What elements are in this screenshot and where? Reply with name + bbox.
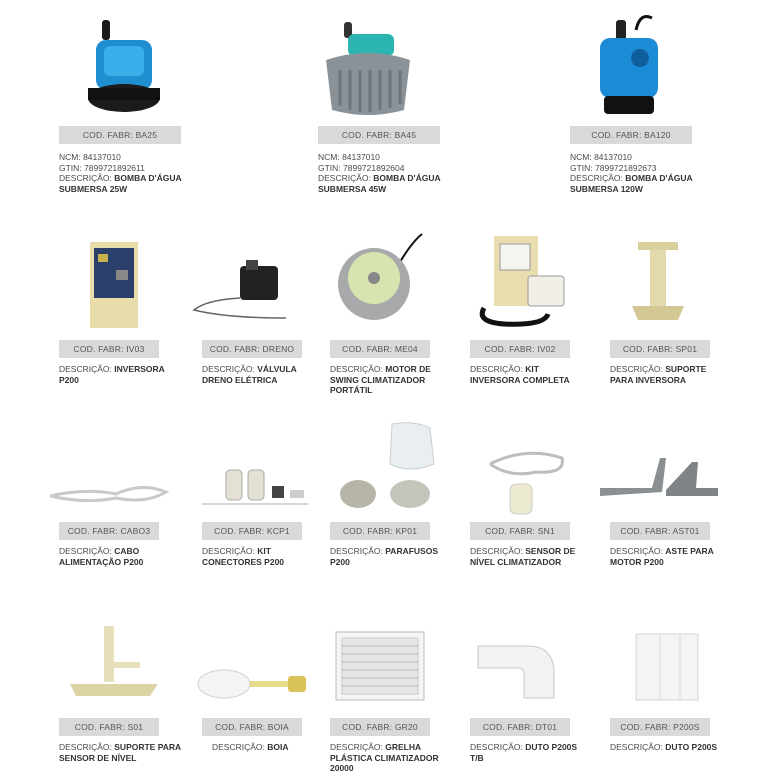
pump-icon [590, 10, 670, 118]
desc-label: DESCRIÇÃO: [330, 742, 386, 752]
product-meta [470, 364, 590, 385]
product-meta [610, 364, 730, 385]
product-code: COD. FABR: DT01 [470, 718, 570, 736]
desc-text: VÁLVULA DRENO ELÉTRICA [202, 364, 297, 385]
desc-text: SUPORTE PARA SENSOR DE NÍVEL [59, 742, 181, 763]
desc-label: DESCRIÇÃO: [470, 742, 526, 752]
product-meta [470, 742, 580, 763]
product-meta [318, 152, 478, 194]
product-meta [59, 364, 179, 385]
desc-label: DESCRIÇÃO: [202, 546, 258, 556]
desc-text: SENSOR DE NÍVEL CLIMATIZADOR [470, 546, 576, 567]
desc-text: GRELHA PLÁSTICA CLIMATIZADOR 20000 [330, 742, 439, 773]
desc-text: CABO ALIMENTAÇÃO P200 [59, 546, 144, 567]
product-code: COD. FABR: ME04 [330, 340, 430, 358]
product-meta [202, 364, 312, 385]
desc-text: MOTOR DE SWING CLIMATIZADOR PORTÁTIL [330, 364, 431, 395]
product-code: COD. FABR: BOIA [202, 718, 302, 736]
desc-label: DESCRIÇÃO: [610, 364, 666, 374]
gtin-text: GTIN: 7899721892604 [318, 162, 405, 173]
bracket-icon [596, 452, 722, 502]
product-code: COD. FABR: SP01 [610, 340, 710, 358]
connectors-icon [200, 464, 310, 508]
desc-label: DESCRIÇÃO: [59, 546, 115, 556]
duct-icon [474, 640, 566, 702]
support-icon [628, 240, 688, 324]
desc-text: BOMBA D'ÁGUA SUBMERSA 45W [318, 173, 441, 194]
ncm-text: NCM: 84137010 [59, 152, 121, 162]
product-meta [470, 546, 594, 567]
desc-label: DESCRIÇÃO: [610, 742, 666, 752]
grille-icon [334, 630, 426, 702]
cable-icon [46, 476, 172, 510]
product-code: COD. FABR: CABO3 [59, 522, 159, 540]
desc-label: DESCRIÇÃO: [318, 173, 374, 183]
desc-label: DESCRIÇÃO: [610, 546, 666, 556]
desc-label: DESCRIÇÃO: [202, 364, 258, 374]
product-meta [59, 546, 167, 567]
product-code: COD. FABR: BA45 [318, 126, 440, 144]
desc-label: DESCRIÇÃO: [59, 364, 115, 374]
product-code: COD. FABR: IV03 [59, 340, 159, 358]
desc-text: BOMBA D'ÁGUA SUBMERSA 25W [59, 173, 182, 194]
desc-text: BOMBA D'ÁGUA SUBMERSA 120W [570, 173, 693, 194]
screws-icon [334, 420, 442, 516]
gtin-text: GTIN: 7899721892611 [59, 162, 145, 173]
desc-label: DESCRIÇÃO: [59, 742, 115, 752]
desc-label: DESCRIÇÃO: [330, 364, 386, 374]
pump-icon [318, 20, 418, 120]
desc-label: DESCRIÇÃO: [212, 742, 268, 752]
product-code: COD. FABR: IV02 [470, 340, 570, 358]
product-code: COD. FABR: P200S [610, 718, 710, 736]
product-meta [570, 152, 730, 194]
product-code: COD. FABR: BA120 [570, 126, 692, 144]
product-meta [330, 546, 458, 567]
product-meta [610, 742, 730, 753]
pump-icon [82, 18, 168, 118]
desc-text: SUPORTE PARA INVERSORA [610, 364, 707, 385]
desc-label: DESCRIÇÃO: [330, 546, 386, 556]
desc-text: KIT CONECTORES P200 [202, 546, 285, 567]
sensor-support-icon [64, 622, 164, 702]
product-meta [330, 742, 458, 774]
product-meta [330, 364, 458, 396]
inverter-board-icon [88, 240, 140, 330]
product-meta [59, 742, 183, 763]
desc-label: DESCRIÇÃO: [470, 546, 526, 556]
desc-text: ASTE PARA MOTOR P200 [610, 546, 714, 567]
product-code: COD. FABR: S01 [59, 718, 159, 736]
product-code: COD. FABR: KCP1 [202, 522, 302, 540]
duct-panel-icon [630, 630, 704, 704]
product-meta [202, 546, 312, 567]
product-code: COD. FABR: DRENO [202, 340, 302, 358]
gtin-text: GTIN: 7899721892673 [570, 162, 657, 173]
float-icon [196, 664, 312, 704]
desc-text: BOIA [267, 742, 289, 752]
product-code: COD. FABR: BA25 [59, 126, 181, 144]
product-code: COD. FABR: KP01 [330, 522, 430, 540]
desc-text: KIT INVERSORA COMPLETA [470, 364, 570, 385]
motor-icon [330, 232, 430, 324]
desc-text: INVERSORA P200 [59, 364, 165, 385]
ncm-text: NCM: 84137010 [318, 152, 380, 162]
ncm-text: NCM: 84137010 [570, 152, 632, 162]
desc-label: DESCRIÇÃO: [470, 364, 526, 374]
desc-text: DUTO P200S T/B [470, 742, 578, 763]
desc-label: DESCRIÇÃO: [59, 173, 115, 183]
product-meta [212, 742, 322, 753]
desc-text: DUTO P200S [665, 742, 718, 752]
desc-text: PARAFUSOS P200 [330, 546, 439, 567]
sensor-icon [480, 444, 572, 518]
desc-label: DESCRIÇÃO: [570, 173, 626, 183]
valve-icon [186, 258, 298, 324]
product-code: COD. FABR: GR20 [330, 718, 430, 736]
product-meta [610, 546, 730, 567]
product-meta [59, 152, 219, 194]
product-code: COD. FABR: AST01 [610, 522, 710, 540]
product-code: COD. FABR: SN1 [470, 522, 570, 540]
inverter-kit-icon [474, 234, 570, 330]
